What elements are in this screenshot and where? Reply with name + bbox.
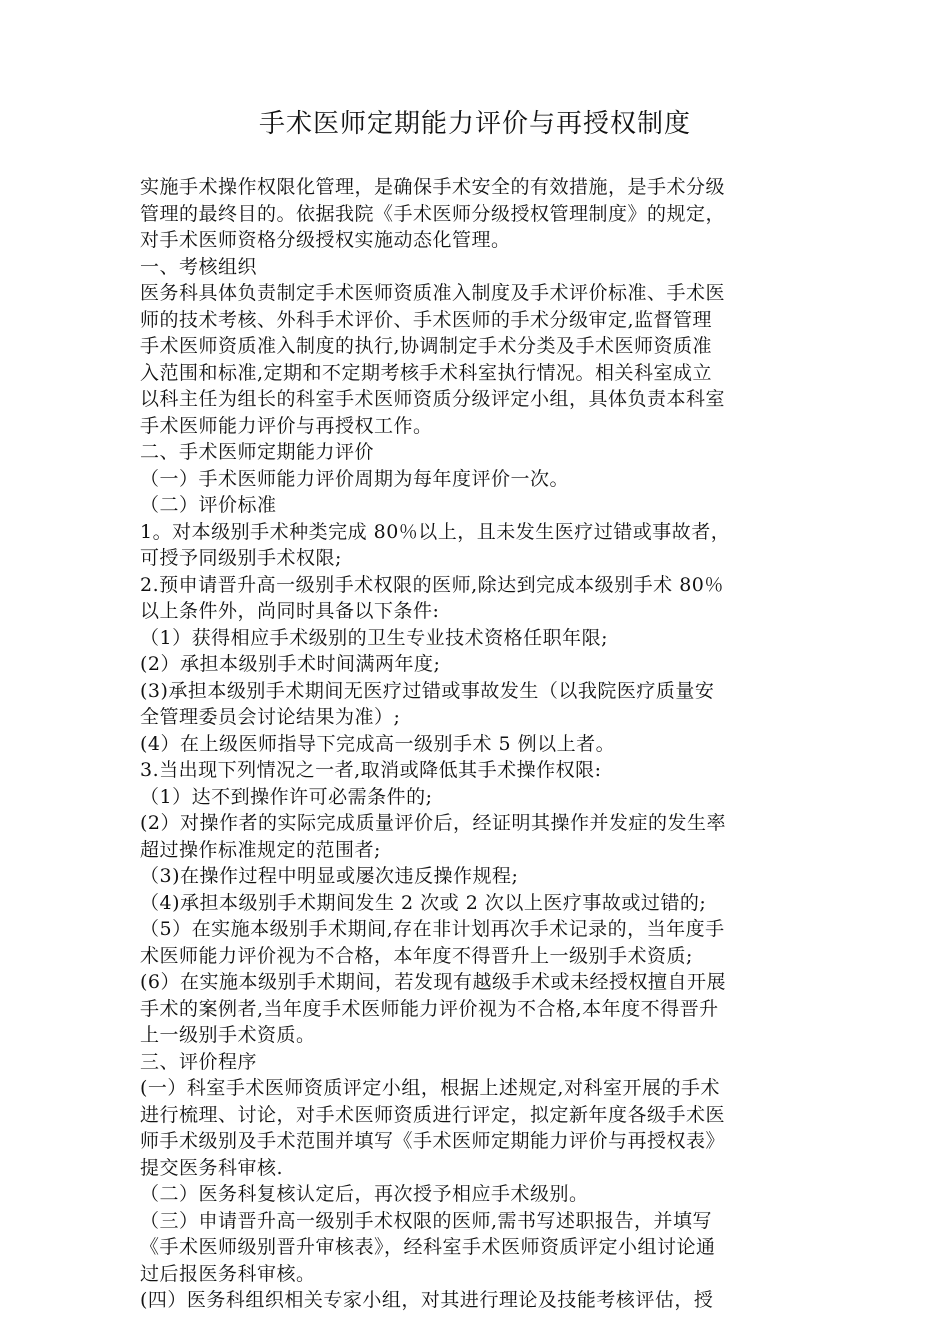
text-line: 1。对本级别手术种类完成 80％以上，且未发生医疗过错或事故者， — [140, 520, 731, 543]
text-line: 过后报医务科审核。 — [140, 1262, 316, 1285]
text-line: 师的技术考核、外科手术评价、手术医师的手术分级审定,监督管理 — [140, 308, 713, 331]
text-line: 进行梳理、讨论，对手术医师资质进行评定，拟定新年度各级手术医 — [140, 1103, 726, 1126]
text-line: （4)承担本级别手术期间发生 2 次或 2 次以上医疗事故或过错的; — [140, 891, 707, 914]
text-line: （一）手术医师能力评价周期为每年度评价一次。 — [140, 467, 570, 490]
text-line: (4）在上级医师指导下完成高一级别手术 5 例以上者。 — [140, 732, 616, 755]
text-line: 师手术级别及手术范围并填写《手术医师定期能力评价与再授权表》 — [140, 1130, 726, 1152]
text-line: 以科主任为组长的科室手术医师资质分级评定小组，具体负责本科室 — [140, 388, 726, 410]
text-line: （1）达不到操作许可必需条件的; — [140, 785, 433, 808]
text-line: 手术医师能力评价与再授权工作。 — [140, 414, 433, 437]
text-line: 二、手术医师定期能力评价 — [140, 441, 375, 463]
text-line: (一）科室手术医师资质评定小组，根据上述规定,对科室开展的手术 — [140, 1077, 720, 1099]
text-line: (2）承担本级别手术时间满两年度; — [140, 653, 441, 675]
text-line: （三）申请晋升高一级别手术权限的医师,需书写述职报告，并填写 — [140, 1209, 713, 1232]
text-line: 手术医师资质准入制度的执行,协调制定手术分类及手术医师资质准 — [140, 335, 713, 357]
document-title: 手术医师定期能力评价与再授权制度 — [258, 109, 691, 139]
text-line: （二）评价标准 — [140, 494, 277, 516]
text-line: 提交医务科审核. — [140, 1156, 284, 1179]
text-line: 手术的案例者,当年度手术医师能力评价视为不合格,本年度不得晋升 — [140, 997, 719, 1020]
text-line: 超过操作标准规定的范围者; — [140, 838, 381, 861]
text-line: (6）在实施本级别手术期间，若发现有越级手术或未经授权擅自开展 — [140, 971, 727, 993]
document-body — [140, 174, 812, 1314]
text-line: 3.当出现下列情况之一者,取消或降低其手术操作权限: — [140, 759, 602, 781]
text-line: （3)在操作过程中明显或屡次违反操作规程; — [140, 865, 519, 887]
text-line: 《手术医师级别晋升审核表》，经科室手术医师资质评定小组讨论通 — [140, 1236, 716, 1258]
text-line: 管理的最终目的。依据我院《手术医师分级授权管理制度》的规定， — [140, 202, 726, 225]
text-line: （二）医务科复核认定后，再次授予相应手术级别。 — [140, 1183, 589, 1205]
text-line: 入范围和标准,定期和不定期考核手术科室执行情况。相关科室成立 — [140, 361, 713, 384]
text-line: 医务科具体负责制定手术医师资质准入制度及手术评价标准、手术医 — [140, 282, 726, 304]
text-line: (3)承担本级别手术期间无医疗过错或事故发生（以我院医疗质量安 — [140, 679, 715, 702]
text-line: (2）对操作者的实际完成质量评价后，经证明其操作并发症的发生率 — [140, 812, 727, 834]
text-line: 上一级别手术资质。 — [140, 1024, 316, 1046]
text-line: 2.预申请晋升高一级别手术权限的医师,除达到完成本级别手术 80％ — [140, 573, 724, 596]
text-line: （5）在实施本级别手术期间,存在非计划再次手术记录的，当年度手 — [140, 918, 725, 940]
text-line: 三、评价程序 — [140, 1050, 258, 1073]
text-line: 对手术医师资格分级授权实施动态化管理。 — [140, 229, 511, 251]
text-line: （1）获得相应手术级别的卫生专业技术资格任职年限; — [140, 626, 608, 649]
text-line: (四）医务科组织相关专家小组，对其进行理论及技能考核评估，授 — [140, 1289, 714, 1311]
text-line: 实施手术操作权限化管理，是确保手术安全的有效措施，是手术分级 — [140, 176, 726, 198]
text-line: 以上条件外，尚同时具备以下条件: — [140, 600, 440, 622]
text-line: 可授予同级别手术权限; — [140, 547, 342, 569]
text-line: 全管理委员会讨论结果为准）; — [140, 706, 401, 728]
text-line: 术医师能力评价视为不合格，本年度不得晋升上一级别手术资质; — [140, 944, 693, 967]
text-line: 一、考核组织 — [140, 255, 258, 278]
